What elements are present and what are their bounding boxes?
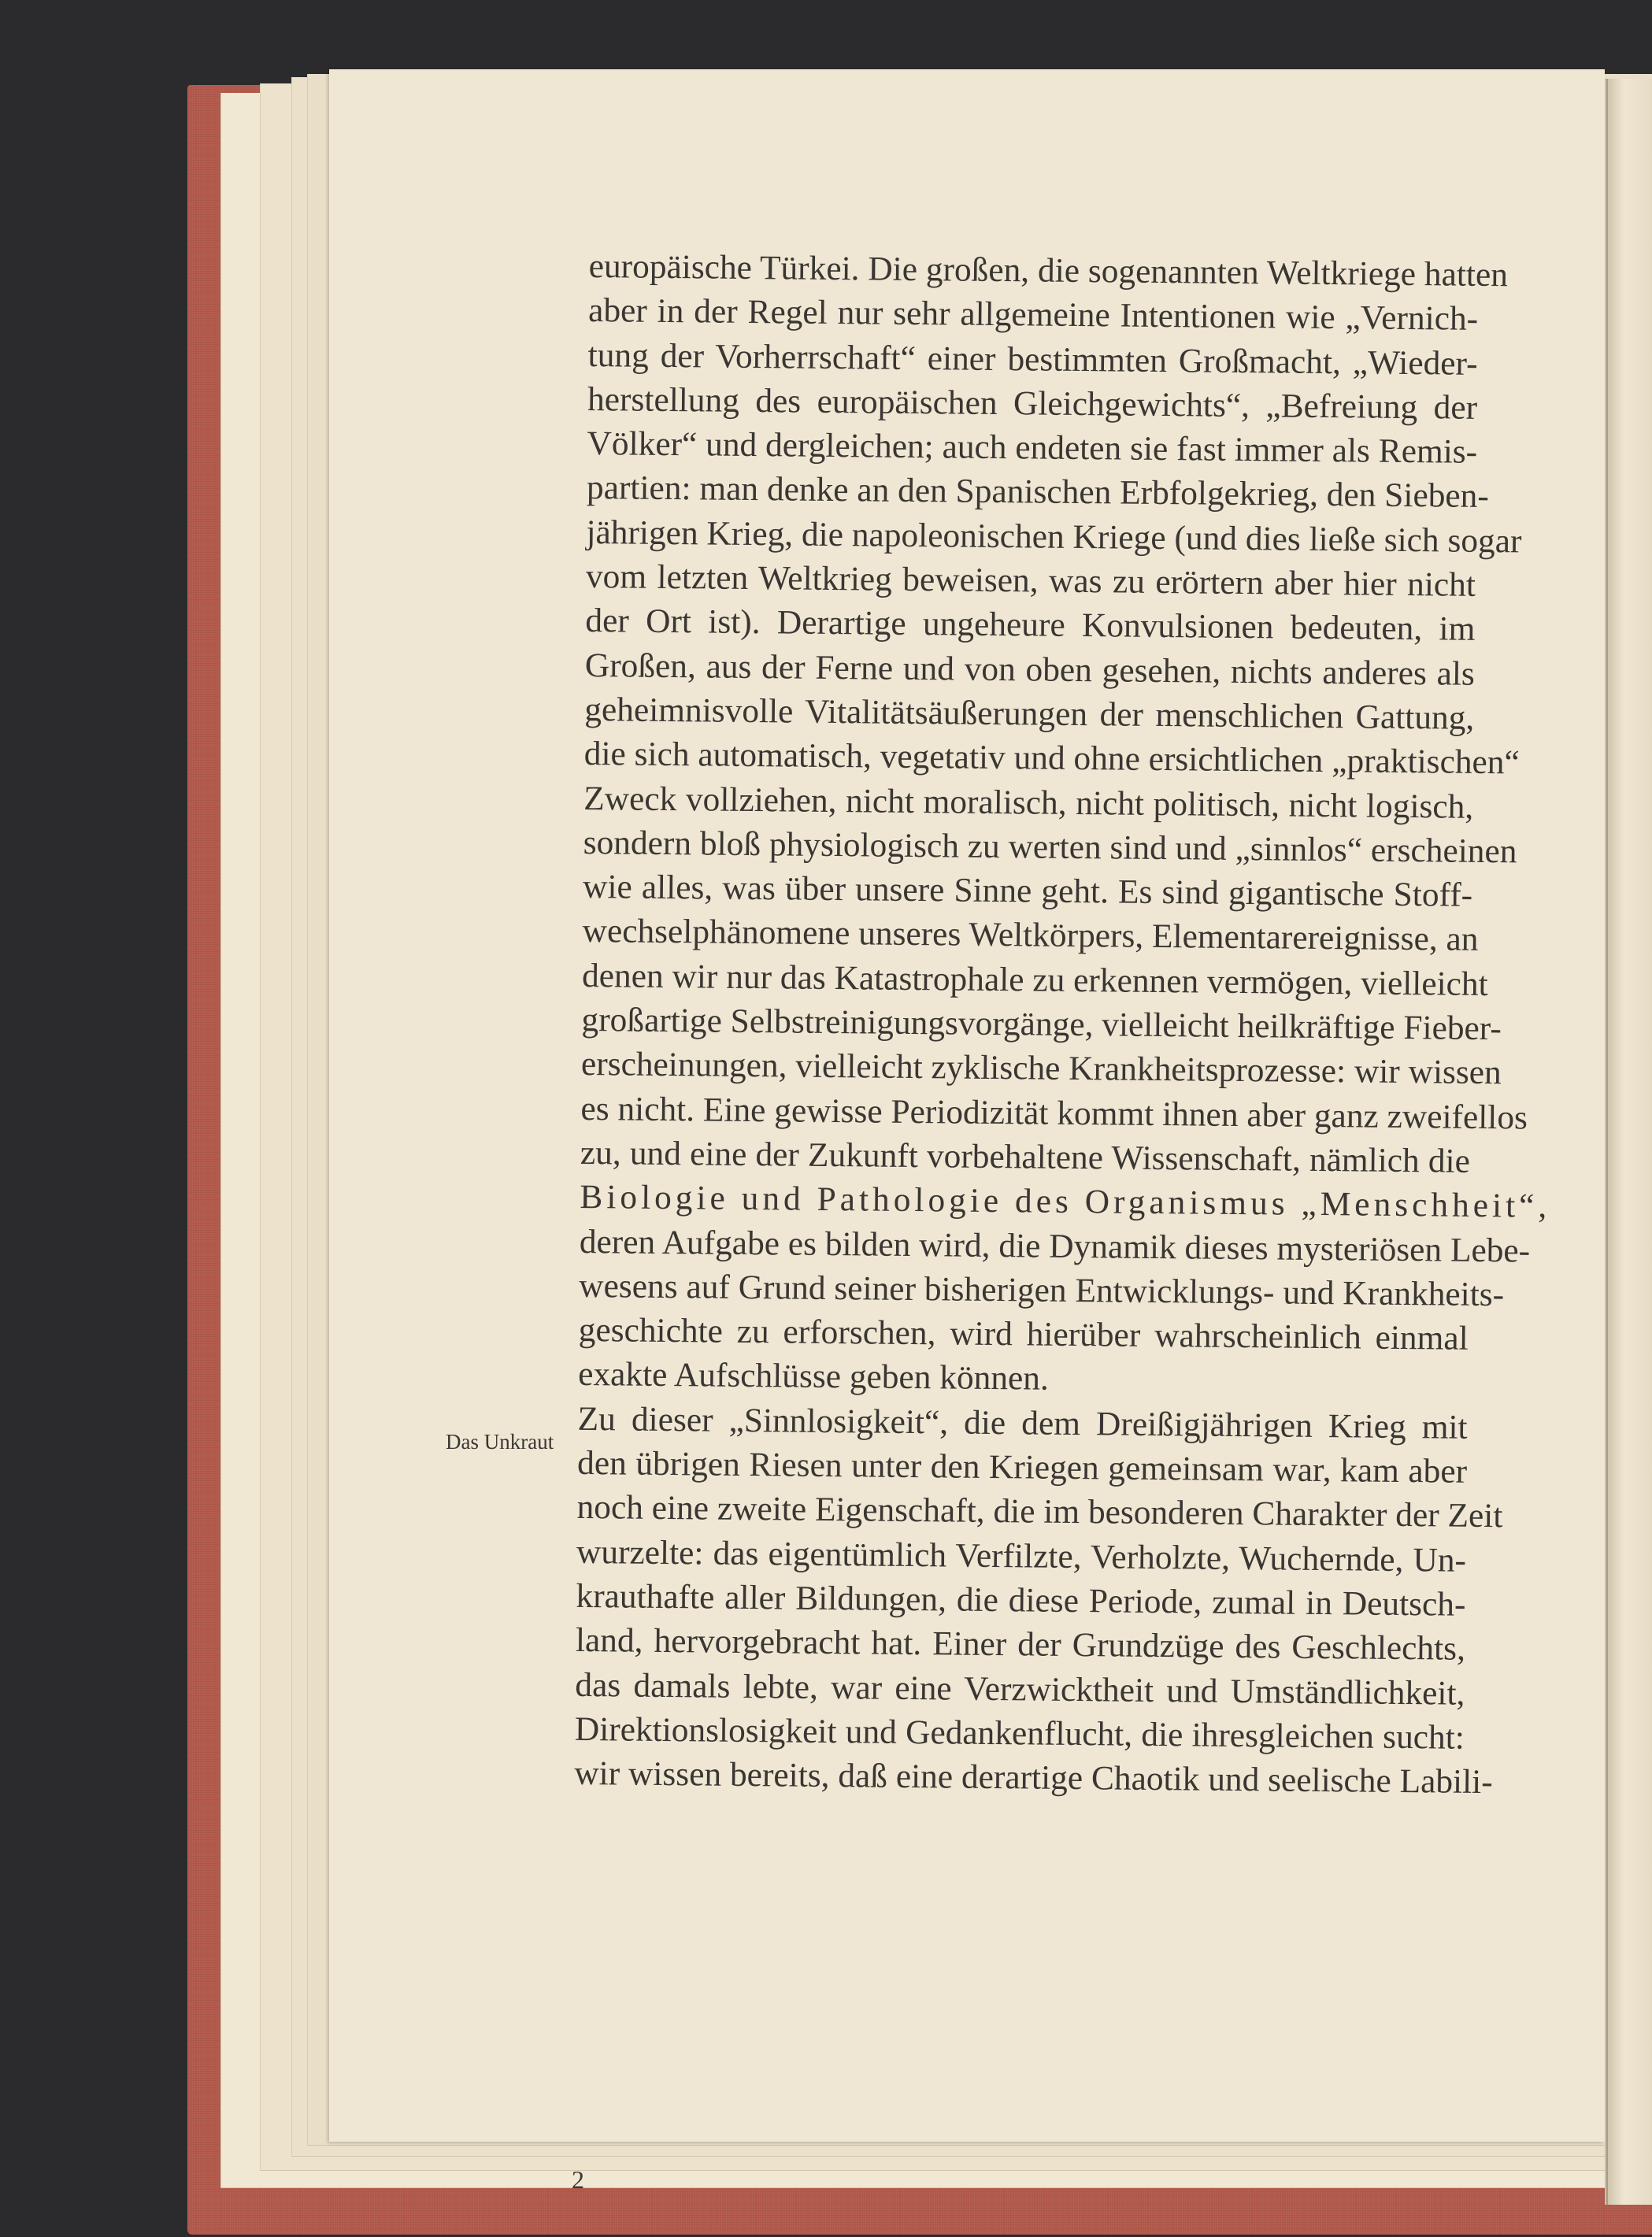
- text-line: herstellung des europäischen Gleichgewichts“, „Befreiung der: [587, 380, 1478, 427]
- text-line: aber in der Regel nur sehr allgemeine Intentionen wie „Vernich-: [587, 291, 1479, 339]
- text-line: Völker“ und dergleichen; auch endeten sie fast immer als Remis-: [587, 424, 1478, 472]
- next-page-gutter: [1605, 79, 1652, 2205]
- marginal-note: Das Unkraut: [446, 1430, 554, 1454]
- text-line: geschichte zu erforschen, wird hierüber wahrscheinlich einmal: [578, 1311, 1469, 1357]
- text-line: es nicht. Eine gewisse Periodizität kommt ihnen aber ganz zweifellos: [580, 1089, 1528, 1137]
- page-number: 2: [572, 2165, 584, 2194]
- text-line: partien: man denke an den Spanischen Erbfolgekrieg, den Sieben-: [586, 469, 1490, 516]
- text-line: wir wissen bereits, daß eine derartige Chaotik und seelische Labili-: [574, 1754, 1493, 1802]
- text-line: die sich automatisch, vegetativ und ohne ersichtlichen „praktischen“: [583, 735, 1520, 782]
- text-line: Direktionslosigkeit und Gedankenflucht, die ihresgleichen sucht:: [574, 1709, 1465, 1757]
- body-text: [574, 244, 1551, 1804]
- text-line: europäische Türkei. Die großen, die sogenannten Weltkriege hatten: [588, 246, 1509, 294]
- text-line: wurzelte: das eigentümlich Verfilzte, Verholzte, Wuchernde, Un-: [576, 1532, 1467, 1580]
- text-line: land, hervorgebracht hat. Einer der Grundzüge des Geschlechts,: [575, 1621, 1466, 1668]
- text-line: Biologie und Pathologie des Organismus „Menschheit“,: [580, 1178, 1551, 1226]
- text-line: vom letzten Weltkrieg beweisen, was zu erörtern aber hier nicht: [585, 557, 1476, 604]
- text-line: krauthafte aller Bildungen, die diese Periode, zumal in Deutsch-: [576, 1576, 1466, 1624]
- text-line: wesens auf Grund seiner bisherigen Entwicklungs- und Krankheits-: [579, 1266, 1505, 1314]
- text-line: denen wir nur das Katastrophale zu erkennen vermögen, vielleicht: [581, 956, 1488, 1003]
- text-line: noch eine zweite Eigenschaft, die im besonderen Charakter der Zeit: [576, 1488, 1503, 1535]
- text-line: tung der Vorherrschaft“ einer bestimmten Großmacht, „Wieder-: [587, 335, 1478, 383]
- text-line: zu, und eine der Zukunft vorbehaltene Wissenschaft, nämlich die: [580, 1133, 1471, 1180]
- text-line: geheimnisvolle Vitalitätsäußerungen der menschlichen Gattung,: [584, 690, 1475, 737]
- text-line: sondern bloß physiologisch zu werten sind und „sinnlos“ erscheinen: [583, 823, 1517, 871]
- gutter-line: [1606, 79, 1608, 2205]
- text-line: Großen, aus der Ferne und von oben gesehen, nichts anderes als: [584, 646, 1476, 693]
- text-line: exakte Aufschlüsse geben können.: [577, 1355, 1050, 1398]
- text-line: Zu dieser „Sinnlosigkeit“, die dem Dreißigjährigen Krieg mit: [577, 1399, 1468, 1446]
- text-line: das damals lebte, war eine Verzwicktheit und Umständlichkeit,: [575, 1665, 1465, 1713]
- text-line: wechselphänomene unseres Weltkörpers, Elementarereignisse, an: [582, 912, 1479, 959]
- text-line: erscheinungen, vielleicht zyklische Krankheitsprozesse: wir wissen: [580, 1045, 1502, 1092]
- text-line: den übrigen Riesen unter den Kriegen gemeinsam war, kam aber: [576, 1443, 1468, 1491]
- text-line: großartige Selbstreinigungsvorgänge, vielleicht heilkräftige Fieber-: [581, 1001, 1502, 1048]
- text-line: wie alles, was über unsere Sinne geht. Es sind gigantische Stoff-: [582, 868, 1473, 914]
- text-line: jährigen Krieg, die napoleonischen Kriege (und dies ließe sich sogar: [586, 513, 1522, 561]
- text-line: der Ort ist). Derartige ungeheure Konvulsionen bedeuten, im: [585, 602, 1476, 649]
- text-line: deren Aufgabe es bilden wird, die Dynamik dieses mysteriösen Lebe-: [579, 1222, 1531, 1270]
- text-line: Zweck vollziehen, nicht moralisch, nicht politisch, nicht logisch,: [583, 779, 1474, 826]
